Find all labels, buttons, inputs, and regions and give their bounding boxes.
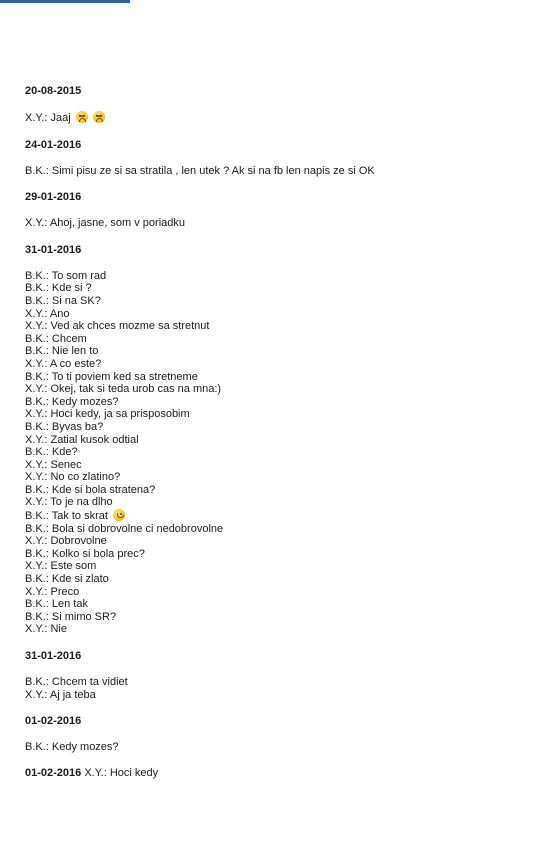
message-line <box>25 741 540 754</box>
message-line <box>25 496 540 509</box>
message-line <box>25 459 540 472</box>
message-text: B.K.: Nie len to <box>25 345 99 358</box>
message-text: B.K.: Kolko si bola prec? <box>25 547 145 560</box>
transcript <box>25 84 540 779</box>
message-text: X.Y.: To je na dlho <box>25 496 113 509</box>
message-text: B.K.: Kde si ? <box>25 282 92 295</box>
message-line <box>25 383 540 396</box>
message-text: X.Y.: Zatial kusok odtial <box>25 433 139 446</box>
corner-accent <box>0 0 130 3</box>
message-line <box>25 611 540 624</box>
message-text: B.K.: To som rad <box>25 269 107 282</box>
message-line <box>25 523 540 536</box>
message-text: X.Y.: Nie <box>25 623 67 636</box>
message-text: X.Y.: Aj ja teba <box>25 688 96 701</box>
message-line <box>25 396 540 409</box>
message-line <box>25 586 540 599</box>
message-line <box>25 165 540 178</box>
message-line <box>25 535 540 548</box>
message-text: X.Y.: No co zlatino? <box>25 471 121 484</box>
message-text: B.K.: Bola si dobrovolne ci nedobrovolne <box>25 522 224 535</box>
message-text: B.K.: Kde? <box>25 446 78 459</box>
message-line <box>25 333 540 346</box>
message-text: B.K.: Si mimo SR? <box>25 610 117 623</box>
message-text: X.Y.: Hoci kedy, ja sa prisposobim <box>25 408 190 421</box>
message-text: X.Y.: Este som <box>25 560 97 573</box>
message-line <box>25 295 540 308</box>
message-line <box>25 548 540 561</box>
message-text: B.K.: Tak to skrat <box>25 510 108 523</box>
message-text: B.K.: Chcem <box>25 332 87 345</box>
section-date: 29-01-2016 <box>25 191 82 204</box>
section-date: 01-02-2016 <box>25 766 82 779</box>
message-text: B.K.: Byvas ba? <box>25 420 104 433</box>
smile-face-icon <box>113 509 125 521</box>
message-line <box>25 471 540 484</box>
message-text: B.K.: Len tak <box>25 598 88 611</box>
message-line <box>25 560 540 573</box>
message-text: X.Y.: Jaaj <box>25 112 71 124</box>
section-date: 31-01-2016 <box>25 650 82 662</box>
message-line <box>25 434 540 447</box>
message-text: X.Y.: Okej, tak si teda urob cas na mna:) <box>25 383 222 396</box>
message-text: X.Y.: Senec <box>25 458 82 471</box>
section-date: 31-01-2016 <box>25 243 82 256</box>
message-line <box>25 320 540 333</box>
message-text: B.K.: To ti poviem ked sa stretneme <box>25 370 198 383</box>
message-text: B.K.: Kde si zlato <box>25 573 109 586</box>
final-message-line <box>25 767 540 780</box>
message-line <box>25 598 540 611</box>
message-text: X.Y.: Ahoj, jasne, som v poriadku <box>25 217 185 230</box>
sad-face-icon <box>93 111 105 123</box>
message-line <box>25 111 540 125</box>
message-text: B.K.: Kde si bola stratena? <box>25 483 156 496</box>
message-line <box>25 484 540 497</box>
message-line <box>25 270 540 283</box>
sad-face-icon <box>76 111 88 123</box>
message-text: B.K.: Simi pisu ze si sa stratila , len utek ? Ak si na fb len napis ze si OK <box>25 164 375 177</box>
message-text: X.Y.: Hoci kedy <box>84 766 159 779</box>
message-text: X.Y.: Ved ak chces mozme sa stretnut <box>25 320 210 333</box>
message-text: B.K.: Kedy mozes? <box>25 395 119 408</box>
message-line <box>25 408 540 421</box>
message-line <box>25 217 540 230</box>
message-line <box>25 676 540 689</box>
message-text: B.K.: Kedy mozes? <box>25 741 119 754</box>
message-line <box>25 623 540 636</box>
section-date: 01-02-2016 <box>25 715 82 728</box>
message-text: B.K.: Chcem ta vidiet <box>25 676 128 688</box>
message-line <box>25 358 540 371</box>
message-text: B.K.: Si na SK? <box>25 294 101 307</box>
section-date: 20-08-2015 <box>25 85 82 97</box>
message-line <box>25 689 540 702</box>
message-line <box>25 573 540 586</box>
message-line <box>25 446 540 459</box>
message-text: X.Y.: Dobrovolne <box>25 535 107 548</box>
message-line <box>25 509 540 523</box>
section-date: 24-01-2016 <box>25 138 82 151</box>
message-text: X.Y.: A co este? <box>25 357 102 370</box>
message-line <box>25 421 540 434</box>
message-line <box>25 308 540 321</box>
message-line <box>25 282 540 295</box>
message-text: X.Y.: Preco <box>25 585 80 598</box>
message-line <box>25 345 540 358</box>
message-line <box>25 371 540 384</box>
message-text: X.Y.: Ano <box>25 307 70 320</box>
